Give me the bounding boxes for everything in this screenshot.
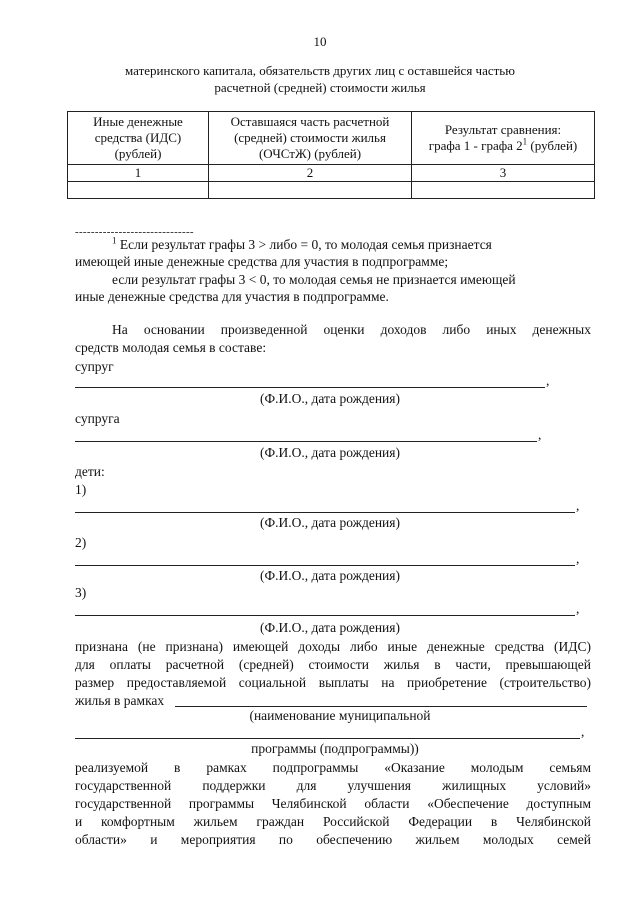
column-number-1: 1 — [68, 165, 209, 182]
footnote-paragraph-1-cont: имеющей иные денежные средства для участия в подпрограмме; — [75, 254, 449, 269]
program-caption: программы (подпрограммы)) — [251, 741, 419, 756]
wife-fio-line — [75, 441, 537, 442]
footnote-paragraph-2: если результат графы 3 < 0, то молодая семья не признается имеющей — [112, 272, 516, 287]
table-cell — [68, 182, 209, 199]
section-heading-line1: материнского капитала, обязательств других лиц с оставшейся частью — [125, 63, 515, 78]
label-child-2: 2) — [75, 535, 87, 550]
intro-paragraph-cont: средств молодая семья в составе: — [75, 340, 267, 355]
table-cell — [209, 182, 412, 199]
fio-caption: (Ф.И.О., дата рождения) — [260, 568, 400, 583]
recognition-paragraph: признана (не признана) имеющей доходы либо иные денежные средства (ИДС) — [75, 639, 591, 654]
intro-paragraph: На основании произведенной оценки доходов либо иных денежных — [112, 322, 591, 337]
column-number-3: 3 — [412, 165, 595, 182]
footnote-reference: 1 — [522, 136, 528, 147]
label-wife: супруга — [75, 411, 120, 426]
program-name-line-2 — [75, 738, 580, 739]
municipal-caption: (наименование муниципальной — [249, 708, 431, 723]
fio-caption: (Ф.И.О., дата рождения) — [260, 620, 400, 635]
footnote-mark: 1 — [112, 235, 117, 246]
column-header-ids: Иные денежные средства (ИДС) (рублей) — [68, 112, 209, 165]
comparison-table — [67, 111, 595, 199]
fio-caption: (Ф.И.О., дата рождения) — [260, 515, 400, 530]
column-header-remaining-cost: Оставшаяся часть расчетной (средней) стоимости жилья (ОЧСтЖ) (рублей) — [209, 112, 412, 165]
section-heading-line2: расчетной (средней) стоимости жилья — [214, 80, 426, 95]
column-header-comparison-result: Результат сравнения: графа 1 - графа $2^1$ (рублей) — [412, 112, 595, 165]
child1-fio-line — [75, 512, 575, 513]
label-child-1: 1) — [75, 482, 87, 497]
footnote-separator: ------------------------------ — [75, 226, 194, 238]
husband-fio-line — [75, 387, 545, 388]
table-row — [68, 182, 595, 199]
footnote-paragraph-1: $^1$ Если результат графы 3 > либо = 0, то молодая семья признается — [112, 235, 492, 252]
page-number: 10 — [313, 34, 327, 49]
child2-fio-line — [75, 565, 575, 566]
child3-fio-line — [75, 615, 575, 616]
table-header-row — [68, 112, 595, 165]
column-number-2: 2 — [209, 165, 412, 182]
fio-caption: (Ф.И.О., дата рождения) — [260, 445, 400, 460]
program-name-line — [175, 706, 587, 707]
final-paragraph: реализуемой в рамках подпрограммы «Оказание молодым семьям — [75, 760, 591, 775]
label-children: дети: — [75, 464, 105, 479]
table-cell — [412, 182, 595, 199]
label-child-3: 3) — [75, 585, 87, 600]
footnote-paragraph-2-cont: иные денежные средства для участия в подпрограмме. — [75, 289, 389, 304]
table-row — [68, 165, 595, 182]
label-husband: супруг — [75, 359, 114, 374]
fio-caption: (Ф.И.О., дата рождения) — [260, 391, 400, 406]
